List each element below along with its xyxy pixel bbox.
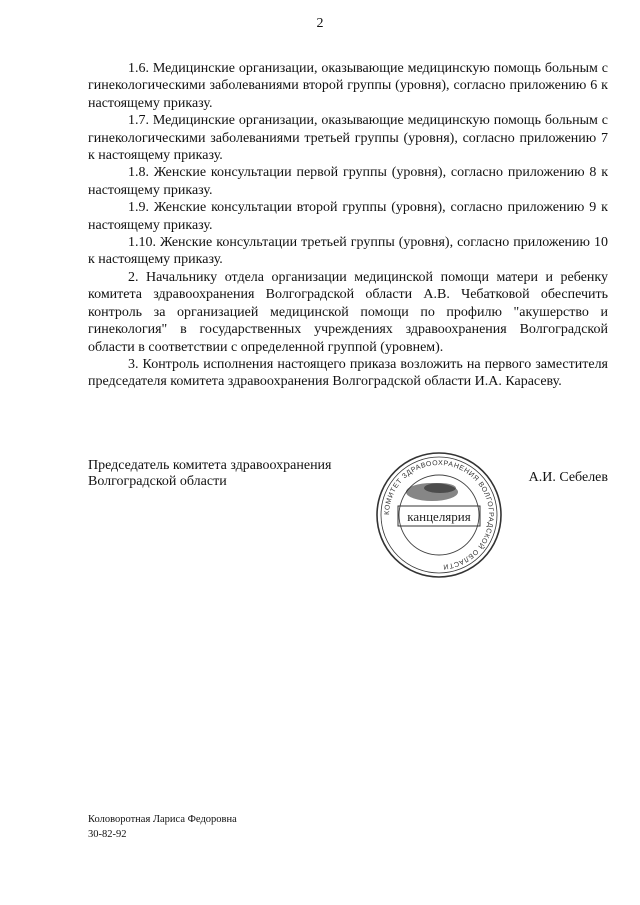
clause-1-6: 1.6. Медицинские организации, оказывающие медицинскую помощь больным с гинекологическими заболеваниями второй группы (уровня), согласно приложению 6 к настоящему приказу. [88, 61, 608, 111]
clause-2: 2. Начальнику отдела организации медицинской помощи матери и ребенку комитета здравоохранения Волгоградской области А.В. Чебатковой обеспечить контроль за организацией медицинской помощи по профилю "акушерство и гинекология" в государственных учреждениях здравоохранения Волгоградской области в соответствии с определенной группой (уровнем). [88, 269, 608, 355]
executor-name: Коловоротная Лариса Федоровна [88, 814, 237, 825]
signer-title [88, 458, 332, 490]
stamp-ring-text: КОМИТЕТ ЗДРАВООХРАНЕНИЯ ВОЛГОГРАДСКОЙ ОБЛАСТИ [383, 459, 495, 570]
signature-block [88, 458, 608, 588]
clause-3: 3. Контроль исполнения настоящего приказа возложить на первого заместителя председателя комитета здравоохранения Волгоградской области И.А. Карасеву. [88, 356, 608, 390]
stamp-ink-smudge [406, 483, 458, 501]
signer-title-line-1: Председатель комитета здравоохранения [88, 458, 332, 473]
official-stamp [374, 450, 504, 580]
clause-1-7: 1.7. Медицинские организации, оказывающие медицинскую помощь больным с гинекологическими заболеваниями третьей группы (уровня), согласно приложению 7 к настоящему приказу. [88, 113, 608, 164]
executor-phone: 30-82-92 [88, 829, 127, 840]
clause-1-10: 1.10. Женские консультации третьей группы (уровня), согласно приложению 10 к настоящему приказу. [88, 235, 608, 268]
stamp-center-text: канцелярия [407, 509, 471, 524]
document-body [88, 60, 608, 391]
signer-name: А.И. Себелев [528, 470, 608, 485]
signer-title-line-2: Волгоградской области [88, 474, 227, 489]
executor-block [88, 812, 237, 842]
clause-1-8: 1.8. Женские консультации первой группы (уровня), согласно приложению 8 к настоящему приказу. [88, 165, 608, 198]
clause-1-9: 1.9. Женские консультации второй группы (уровня), согласно приложению 9 к настоящему приказу. [88, 200, 608, 233]
page-number: 2 [316, 16, 324, 31]
